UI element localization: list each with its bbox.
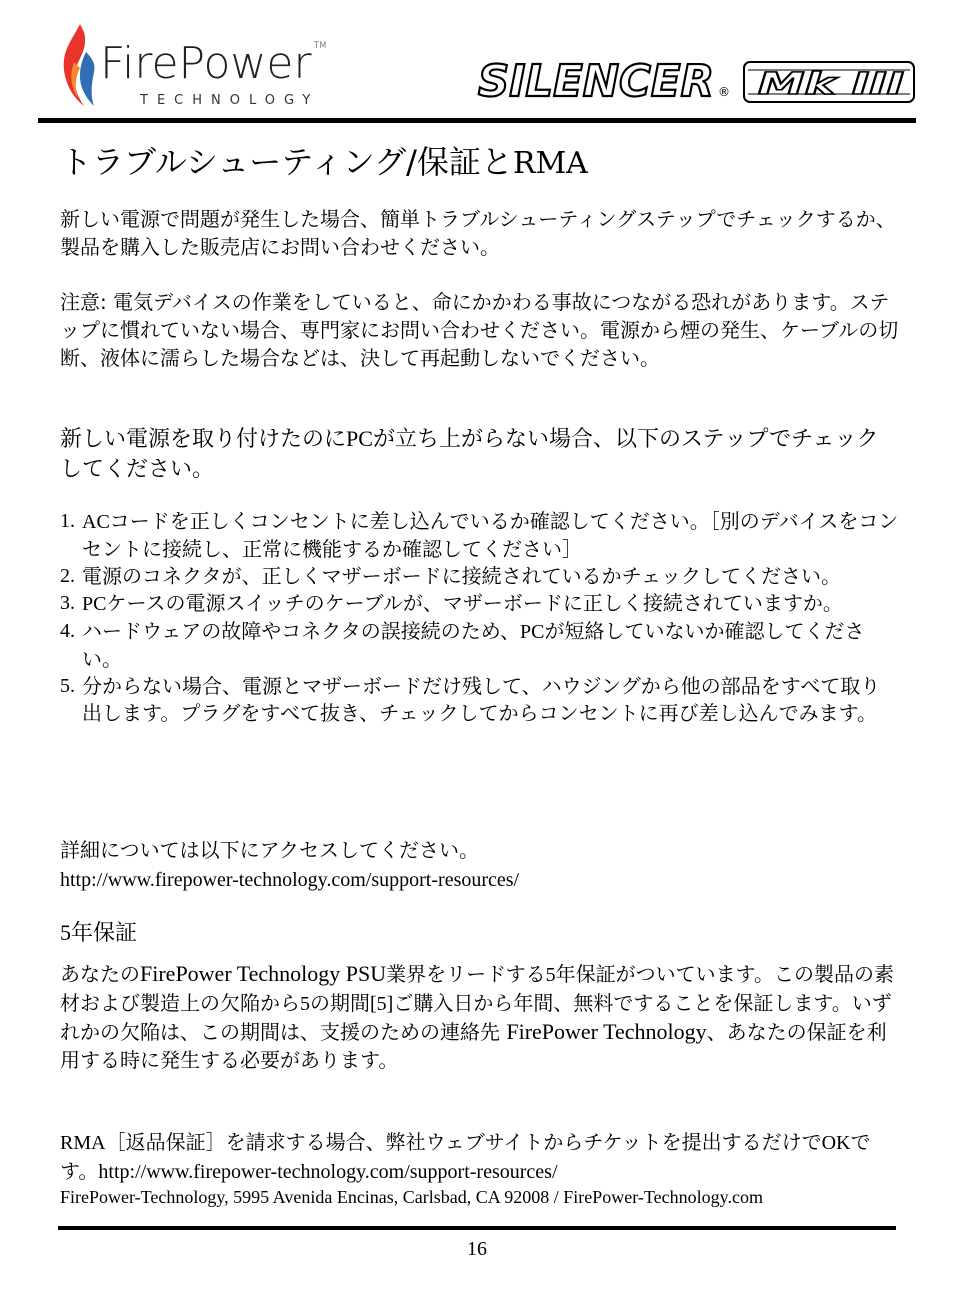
warranty-paragraph: あなたのFirePower Technology PSU業界をリードする5年保証がついています。この製品の素材および製造上の欠陥から5の期間[5]ご購入日から年間、無料ですることを保証します。いずれかの欠陥は、この期間は、支援のための連絡先 FirePower Technology、あなたの保証を利用する時に発生する必要があります。 [60, 961, 894, 1072]
silencer-mk3-logo [476, 56, 916, 106]
list-item: 4. ハードウェアの故障やコネクタの誤接続のため、PCが短絡していないか確認してください。 [60, 619, 865, 671]
rma-link[interactable]: http://www.firepower-technology.com/support-resources/ [98, 1161, 558, 1183]
trademark: TM [313, 41, 327, 51]
registered-mark: ® [718, 85, 730, 99]
header-divider [38, 118, 916, 123]
list-item: 3. PCケースの電源スイッチのケーブルが、マザーボードに正しく接続されていますか。 [60, 591, 843, 615]
footer-divider [58, 1226, 896, 1230]
caution-paragraph: 注意: 電気デバイスの作業をしていると、命にかかわる事故につながる恐れがあります。ステップに慣れていない場合、専門家にお問い合わせください。電源から煙の発生、ケーブルの切断、液体に濡らした場合などは、決して再起動しないでください。 [60, 290, 899, 370]
page-number: 16 [467, 1238, 487, 1260]
support-link[interactable]: http://www.firepower-technology.com/support-resources/ [60, 869, 520, 891]
page-title: トラブルシューティング/保証とRMA [60, 143, 588, 181]
product-version: Mk III [758, 67, 904, 102]
brand-name: FirePower ™ [100, 38, 327, 89]
list-item: 2. 電源のコネクタが、正しくマザーボードに接続されているかチェックしてください。 [60, 564, 841, 588]
troubleshooting-steps [60, 508, 900, 727]
list-item: 5. 分からない場合、電源とマザーボードだけ残して、ハウジングから他の部品をすべて取り出します。プラグをすべて抜き、チェックしてからコンセントに再び差し込んでみます。 [60, 674, 881, 725]
details-text: 詳細については以下にアクセスしてください。 [60, 838, 479, 862]
firepower-logo [58, 22, 358, 112]
company-address: FirePower-Technology, 5995 Avenida Encinas, Carlsbad, CA 92008 / FirePower-Technology.com [60, 1187, 763, 1207]
intro-paragraph: 新しい電源で問題が発生した場合、簡単トラブルシューティングステップでチェックするか、製品を購入した販売店にお問い合わせください。 [60, 207, 896, 259]
product-name: SILENCER [478, 56, 714, 106]
brand-subtitle: TECHNOLOGY [140, 93, 320, 108]
warranty-heading: 5年保証 [60, 920, 138, 946]
rma-paragraph: RMA［返品保証］を請求する場合、弊社ウェブサイトからチケットを提出するだけでOKです。http://www.firepower-technology.com/support-resources/ [60, 1130, 871, 1183]
flame-logo-icon [58, 22, 98, 108]
list-item: 1. ACコードを正しくコンセントに差し込んでいるか確認してください。［別のデバイスをコンセントに接続し、正常に機能するか確認してください］ [60, 509, 899, 561]
pc-issue-heading: 新しい電源を取り付けたのにPCが立ち上がらない場合、以下のステップでチェックしてください。 [60, 426, 879, 482]
page-header [0, 0, 954, 122]
